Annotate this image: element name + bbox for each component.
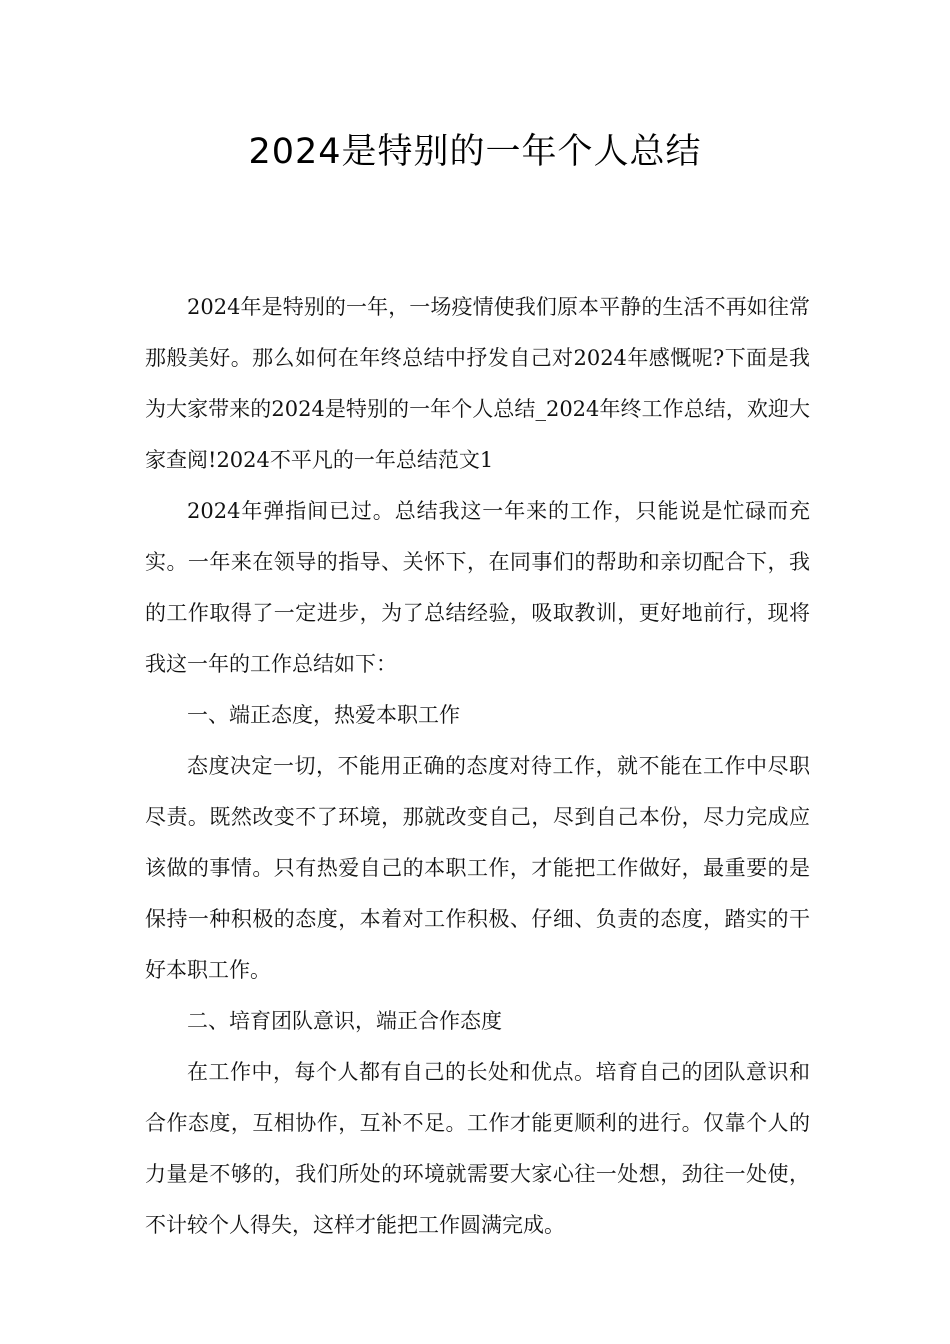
section-1-paragraph: 态度决定一切，不能用正确的态度对待工作，就不能在工作中尽职尽责。既然改变不了环境，那就改变自己，尽到自己本份，尽力完成应该做的事情。只有热爱自己的本职工作，才能把工作做好，最重要的是保持一种积极的态度，本着对工作积极、仔细、负责的态度，踏实的干好本职工作。 <box>145 754 810 982</box>
opening-paragraph: 2024年弹指间已过。总结我这一年来的工作，只能说是忙碌而充实。一年来在领导的指导、关怀下，在同事们的帮助和亲切配合下，我的工作取得了一定进步，为了总结经验，吸取教训，更好地前行，现将我这一年的工作总结如下： <box>145 499 810 676</box>
section-2-paragraph: 在工作中，每个人都有自己的长处和优点。培育自己的团队意识和合作态度，互相协作，互补不足。工作才能更顺利的进行。仅靠个人的力量是不够的，我们所处的环境就需要大家心往一处想，劲往一处使，不计较个人得失，这样才能把工作圆满完成。 <box>145 1060 810 1237</box>
intro-paragraph: 2024年是特别的一年，一场疫情使我们原本平静的生活不再如往常那般美好。那么如何在年终总结中抒发自己对2024年感慨呢?下面是我为大家带来的2024是特别的一年个人总结_2024年终工作总结，欢迎大家查阅!2024不平凡的一年总结范文1 <box>145 295 810 472</box>
section-heading-1: 一、端正态度，热爱本职工作 <box>187 703 460 727</box>
document-title: 2024是特别的一年个人总结 <box>248 132 702 172</box>
section-heading-2: 二、培育团队意识，端正合作态度 <box>187 1009 502 1033</box>
document-body <box>145 282 810 1251</box>
